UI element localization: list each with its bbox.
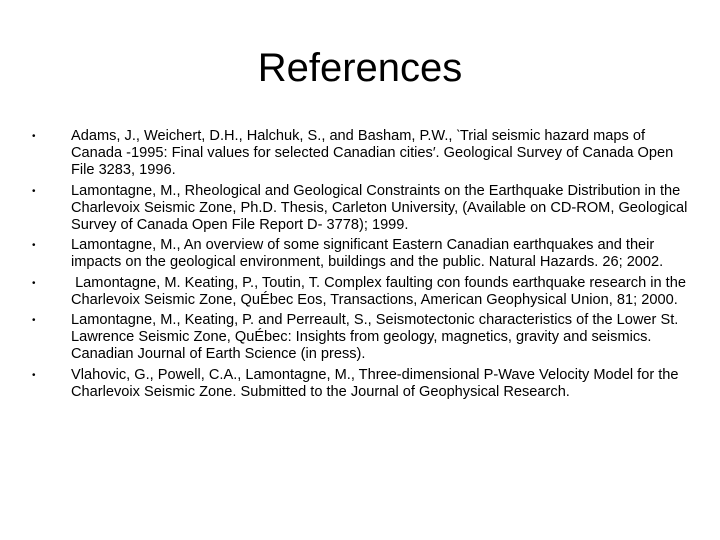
bullet-icon: • — [32, 277, 36, 289]
reference-text: Lamontagne, M. Keating, P., Toutin, T. Complex faulting con founds earthquake research in the Charlevoix Seismic Zone, QuÉbec Eos, Transactions, American Geophysical Union, 81; 2000. — [71, 274, 691, 308]
reference-item — [32, 275, 692, 309]
bullet-icon: • — [32, 185, 36, 197]
reference-text: Adams, J., Weichert, D.H., Halchuk, S., and Basham, P.W., ‵Trial seismic hazard maps of Canada -1995: Final values for selected Canadian cities′. Geological Survey of Canada Open File 3283, 1996. — [71, 128, 674, 179]
reference-text: Lamontagne, M., Rheological and Geological Constraints on the Earthquake Distribution in the Charlevoix Seismic Zone, Ph.D. Thesis, Carleton University, (Available on CD-ROM, Geological Survey of Canada Open File Report D- 3778); 1999. — [71, 182, 688, 234]
reference-item — [32, 367, 692, 401]
reference-item — [32, 237, 692, 271]
reference-text: Lamontagne, M., Keating, P. and Perreault, S., Seismotectonic characteristics of the Lower St. Lawrence Seismic Zone, QuÉbec: Insights from geology, magnetics, gravity and seismics. Canadian Journal of Earth Science (in press). — [71, 312, 679, 363]
reference-item — [32, 183, 692, 235]
bullet-icon: • — [32, 131, 36, 142]
slide-title: References — [257, 46, 463, 90]
bullet-icon: • — [32, 369, 36, 381]
reference-list — [32, 128, 692, 404]
reference-text: Vlahovic, G., Powell, C.A., Lamontagne, M., Three-dimensional P-Wave Velocity Model for the Charlevoix Seismic Zone. Submitted to the Journal of Geophysical Research. — [71, 366, 679, 400]
reference-item — [32, 128, 692, 180]
bullet-icon: • — [32, 240, 36, 252]
reference-text: Lamontagne, M., An overview of some significant Eastern Canadian earthquakes and their impacts on the geological environment, buildings and the public. Natural Hazards. 26; 2002. — [71, 237, 664, 271]
reference-item — [32, 312, 692, 364]
bullet-icon: • — [32, 315, 36, 327]
